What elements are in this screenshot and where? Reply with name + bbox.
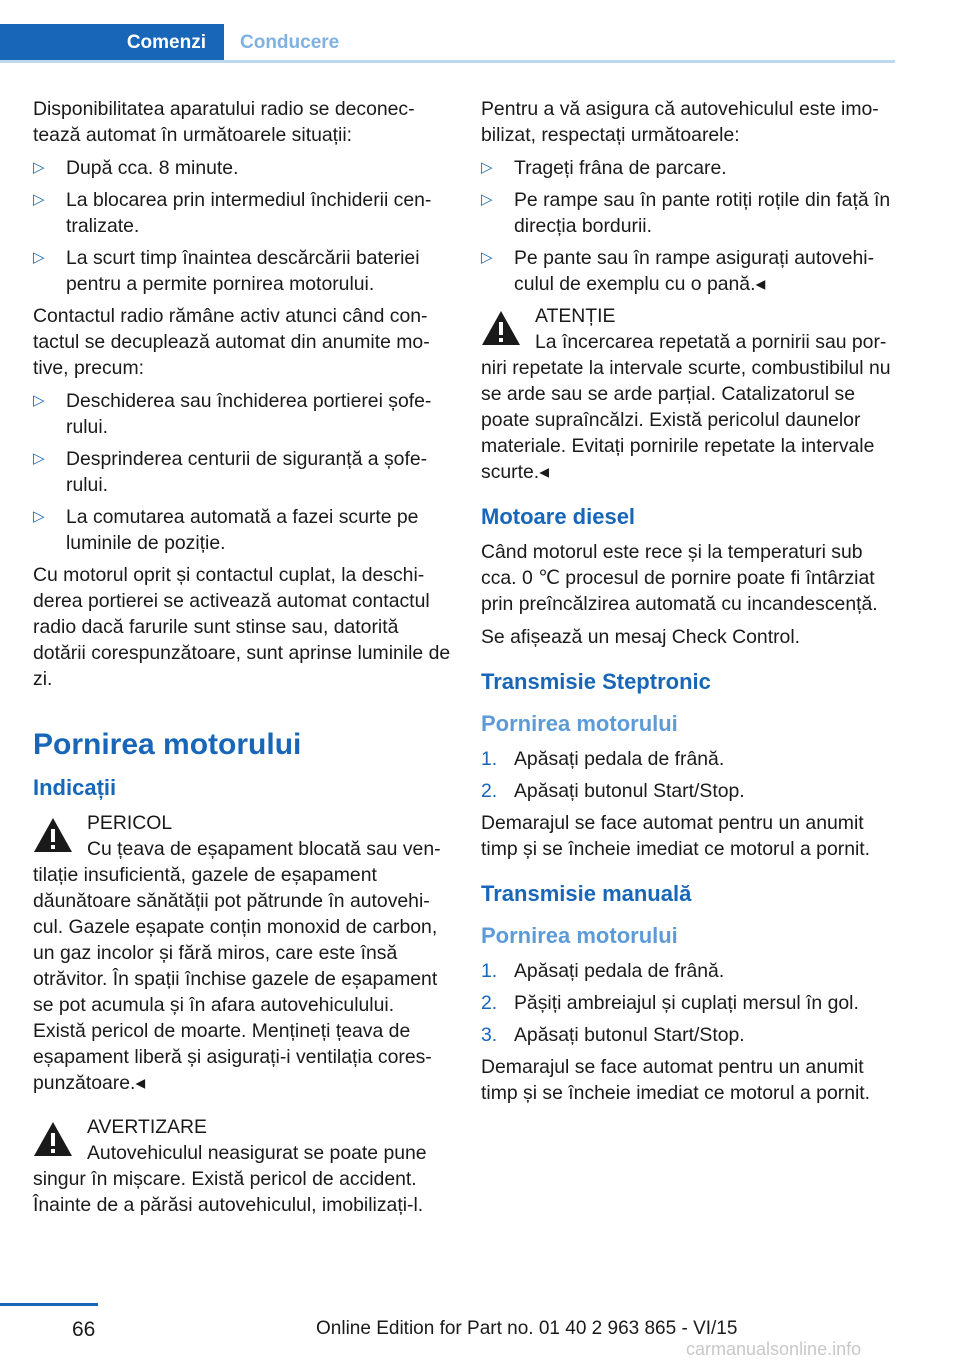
header: [0, 24, 895, 62]
bullet-list: [33, 155, 451, 297]
list-item: 3. Apăsați butonul Start/Stop.: [481, 1024, 745, 1046]
edition-note: Online Edition for Part no. 01 40 2 963 865 - VI/15: [316, 1318, 738, 1339]
triangle-bullet-icon: ▷: [33, 191, 45, 208]
notice-text: La încercarea repetată a pornirii sau por‐niri repetate la intervale scurte, combustibilul nu se arde sau se arde parțial. Catalizatorul se poate supraîncălzi. Există pericolul daunelor materiale. Evitați pornirile repetate la intervale scurte.◂: [481, 331, 891, 483]
paragraph: Demarajul se face automat pentru un anumit timp și se încheie imediat ce motorul a pornit.: [481, 812, 871, 860]
paragraph: Demarajul se face automat pentru un anumit timp și se încheie imediat ce motorul a pornit.: [481, 1056, 871, 1104]
paragraph: Cu motorul oprit și contactul cuplat, la deschi‐derea portierei se activează automat contactul radio dacă farurile sunt stinse sau, datorită dotării corespunzătoare, sunt aprinse luminile de zi.: [33, 564, 451, 690]
notice-text: Cu țeava de eșapament blocată sau ven‐tilație insuficientă, gazele de eșapament dăunătoare sănătății pot pătrunde în autovehi‐cul. Gazele eșapate conțin monoxid de carbon, un gaz incolor și fără miros, care este însă otrăvitor. În spații închise gazele de eșapament se pot acumula și în afara autovehiculului. Există pericol de moarte. Mențineți țeava de eșapament liberă și asigurați-i ventilația cores‐punzătoare.◂: [33, 838, 441, 1094]
triangle-bullet-icon: ▷: [481, 249, 493, 266]
triangle-bullet-icon: ▷: [481, 159, 493, 176]
triangle-bullet-icon: ▷: [33, 159, 45, 176]
list-item: ▷ După cca. 8 minute.: [33, 157, 239, 179]
page-number: 66: [72, 1318, 96, 1341]
subsection-title: Transmisie manuală: [481, 881, 692, 906]
section-title: Pornirea motorului: [33, 728, 302, 761]
warning-notice: [33, 1114, 451, 1218]
triangle-bullet-icon: ▷: [33, 249, 45, 266]
paragraph: Se afișează un mesaj Check Control.: [481, 626, 801, 648]
tab-comenzi[interactable]: Comenzi: [0, 24, 224, 62]
list-item: ▷ Pe pante sau în rampe asigurați autovehi‐culul de exemplu cu o pană.◂: [481, 247, 875, 295]
numbered-list: [481, 958, 901, 1048]
caution-notice: [481, 303, 901, 485]
paragraph: Pentru a vă asigura că autovehiculul este imo‐bilizat, respectați următoarele:: [481, 98, 879, 146]
notice-title: PERICOL: [87, 812, 173, 834]
list-item: ▷ La comutarea automată a fazei scurte pe luminile de poziție.: [33, 506, 419, 554]
paragraph: Când motorul este rece și la temperaturi sub cca. 0 ℃ procesul de pornire poate fi întârziat prin preîncălzirea automată cu incandescență.: [481, 541, 878, 615]
right-column: [481, 96, 901, 1113]
paragraph: Disponibilitatea aparatului radio se deconec‐tează automat în următoarele situații:: [33, 98, 415, 146]
list-item: 2. Apăsați butonul Start/Stop.: [481, 780, 745, 802]
bullet-list: [33, 388, 451, 556]
list-item: ▷ Trageți frâna de parcare.: [481, 157, 727, 179]
bullet-list: [481, 155, 901, 297]
warning-triangle-icon: [33, 1120, 73, 1158]
notice-text: Autovehiculul neasigurat se poate pune singur în mișcare. Există pericol de accident. Înainte de a părăsi autovehiculul, imobilizați-l.: [33, 1142, 427, 1216]
warning-triangle-icon: [33, 816, 73, 854]
subsection-title: Motoare diesel: [481, 504, 636, 529]
list-item: ▷ La scurt timp înaintea descărcării bateriei pentru a permite pornirea motorului.: [33, 247, 420, 295]
list-item: 2. Pășiți ambreiajul și cuplați mersul în gol.: [481, 992, 859, 1014]
subsection-title: Transmisie Steptronic: [481, 669, 711, 694]
footer-rule: [0, 1303, 98, 1306]
tab-conducere[interactable]: Conducere: [240, 32, 340, 53]
triangle-bullet-icon: ▷: [33, 508, 45, 525]
notice-title: ATENȚIE: [535, 305, 616, 327]
numbered-list: [481, 746, 901, 804]
list-item: ▷ Pe rampe sau în pante rotiți roțile din față în direcția bordurii.: [481, 189, 891, 237]
notice-title: AVERTIZARE: [87, 1116, 207, 1138]
header-band: [0, 60, 895, 63]
list-item: 1. Apăsați pedala de frână.: [481, 960, 725, 982]
list-item: ▷ Deschiderea sau închiderea portierei șofe‐rului.: [33, 390, 432, 438]
list-item: 1. Apăsați pedala de frână.: [481, 748, 725, 770]
paragraph: Contactul radio rămâne activ atunci când con‐tactul se decuplează automat din anumite mo‐tive, precum:: [33, 305, 430, 379]
danger-notice: [33, 810, 451, 1096]
triangle-bullet-icon: ▷: [33, 392, 45, 409]
triangle-bullet-icon: ▷: [33, 450, 45, 467]
watermark: carmanualsonline.info: [686, 1339, 862, 1359]
left-column: [33, 96, 451, 1236]
list-item: ▷ La blocarea prin intermediul închiderii cen‐tralizate.: [33, 189, 432, 237]
minor-heading: Pornirea motorului: [481, 711, 678, 736]
subsection-title: Indicații: [33, 775, 117, 800]
list-item: ▷ Desprinderea centurii de siguranță a șofe‐rului.: [33, 448, 428, 496]
warning-triangle-icon: [481, 309, 521, 347]
minor-heading: Pornirea motorului: [481, 923, 678, 948]
triangle-bullet-icon: ▷: [481, 191, 493, 208]
